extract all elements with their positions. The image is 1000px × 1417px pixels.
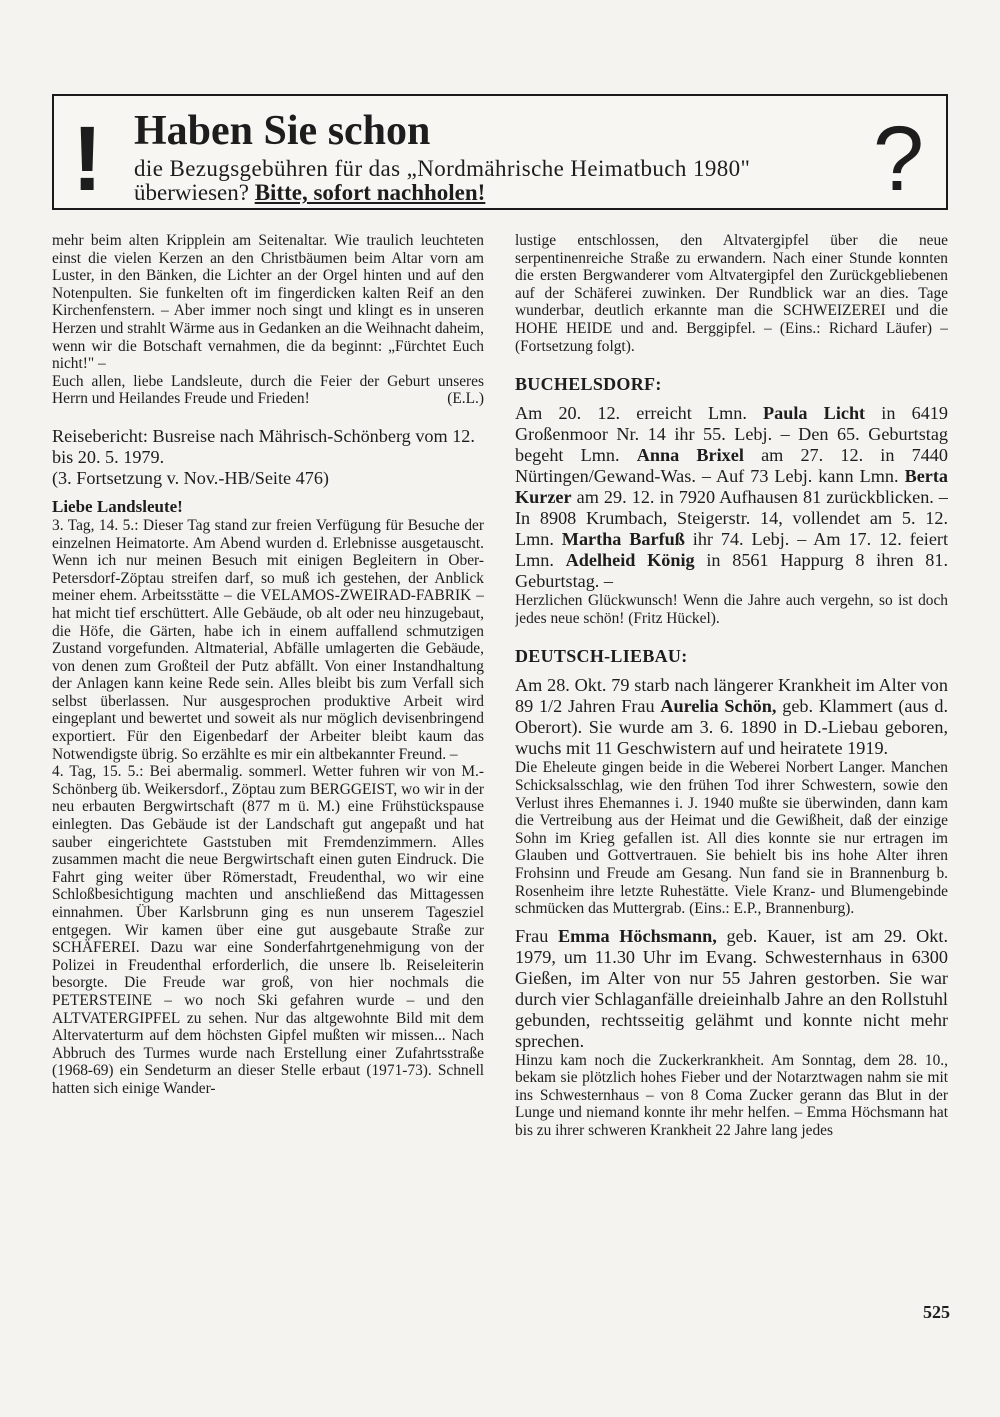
report-continuation: lustige entschlossen, den Altvatergipfel über die neue serpentinenreiche Straße zu erwandern. Nach einer Stunde konnten die ersten Bergwanderer vom Altvatergipfel den Zurückgebliebenen auf der Schäferei zuwinken. Der Rundblick war an dies. Tage wunderbar, deutlich erkannte man die SCHWEIZEREI und die HOHE HEIDE und and. Berggipfel. – (Eins.: Richard Läufer) – (Fortsetzung folgt). [515, 232, 948, 355]
text-fragment: geb. Kauer, ist am 29. Okt. 1979, um 11.30 Uhr im Evang. Schwesternhaus in 6300 Gießen, im Alter von nur 55 Jahren gestorben. Sie war durch vier Schlaganfälle dreieinhalb Jahre an den Rollstuhl gebunden, rechtsseitig gelähmt und konnte nicht mehr sprechen. [515, 925, 948, 1051]
notice-line-3-prefix: überwiesen? [134, 180, 249, 205]
text-fragment: geb. Klammert (aus d. Oberort). Sie wurde am 3. 6. 1890 in D.-Liebau geboren, wuchs mit 11 Geschwistern auf und heiratete 1919. [515, 696, 948, 759]
notice-line-3 [134, 180, 485, 206]
notice-line-2: die Bezugsgebühren für das „Nordmährische Heimatbuch 1980" [134, 156, 751, 181]
christmas-greeting [52, 373, 484, 408]
person-name: Aurelia Schön, [660, 696, 777, 717]
question-mark: ? [872, 108, 924, 210]
obituary-schoen-detail: Die Eheleute gingen beide in die Weberei Norbert Langer. Manchen Schicksalsschlag, wie den frühen Tod ihrer Schwestern, sowie den Verlust ihres Ehemannes i. J. 1940 mußte sie überwinden, dann kam die Vertreibung aus der Heimat und die Gewißheit, daß der einzige Sohn im Krieg gefallen ist. All dies konnte sie nur ertragen im Glauben und Gottvertrauen. Sie behielt bis ins hohe Alter ihren Frohsinn und Freude am Gesang. Nun fand sie in Brannenburg b. Rosenheim ihre letzte Ruhestätte. Viele Kranz- und Blumengebinde schmücken das Muttergrab. (Eins.: E.P., Brannenburg). [515, 759, 948, 918]
page-number: 525 [923, 1302, 950, 1322]
report-greeting: Liebe Landsleute! [52, 496, 183, 516]
person-name: Martha Barfuß [561, 529, 685, 550]
person-name: Adelheid König [565, 550, 695, 571]
notice-call-to-action: Bitte, sofort nachholen! [254, 180, 486, 205]
report-day-3: 3. Tag, 14. 5.: Dieser Tag stand zur freien Verfügung für Besuche der einzelnen Heimatorte. Am Abend wurden d. Erlebnisse ausgetauscht. Wenn ich nur meinen Besuch mit einigen Begleitern in Ober-Petersdorf-Zöptau streifen darf, so muß ich gestehen, der Anblick meiner ehem. Arbeitsstätte – die VELAMOS-ZWEIRAD-FABRIK – hat micht tief erschüttert. Alle Gebäude, ob alt oder neu hinzugebaut, die Höfe, die Gärten, habe ich in einem auffallend schmutzigen Zustand vorgefunden. Altmaterial, Abfälle umlagerten die Gebäude, von denen zum Großteil der Putz abfällt. Von einer Instandhaltung der Anlagen kann keine Rede sein. Alles bleibt bis zum Verfall sich selbst überlassen. Nur ausgesprochen produktive Arbeit wird eingeplant und bewertet und soweit als nur möglich devisenbringend exportiert. Für den Eigenbedarf der Arbeiter bleibt kaum das Notwendigste übrig. So erzählte es mir ein altbekannter Freund. – [52, 516, 484, 763]
text-fragment: Am 20. 12. erreicht Lmn. [515, 403, 747, 424]
text-fragment: Frau [515, 925, 549, 946]
report-day-4: 4. Tag, 15. 5.: Bei abermalig. sommerl. Wetter fuhren wir von M.-Schönberg üb. Weikersdorf., Zöptau zum BERGGEIST, wo wir in der neu erbauten Bergwirtschaft (877 m ü. M.) eine Frühstückspause einlegten. Das Gebäude ist der Landschaft gut angepaßt und hat sauber eingerichtete Gaststuben mit Fremdenzimmern. Alles zusammen macht die neue Bergwirtschaft einen guten Eindruck. Die Fahrt ging weiter über Römerstadt, Freudenthal, wo wir eine Schloßbesichtigung machten und anschließend das Mittagessen einnahmen. Über Karlsbrunn ging es nun unserem Tagesziel entgegen. Wir kamen über eine gut ausgebaute Straße zur SCHÄFEREI. Dazu war eine Sonderfahrtgenehmigung von der Polizei in Freudenthal erforderlich, die unsere lb. Reiseleiterin besorgte. Die Freude war groß, von hier nochmals die PETERSTEINE – wo noch Ski gefahren wurde – und den ALTVATERGIPFEL zu sehen. Nur das altgewohnte Bild mit dem Altervaterturm auf dem höchsten Gipfel mußten wir missen... Nach Abbruch des Turmes wurde nach Erstellung einer Zufahrtsstraße (1968-69) ein Sendeturm an dieser Stelle erbaut (1971-73). Schnell hatten sich einige Wander- [52, 763, 484, 1097]
obituary-hoechsmann-detail: Hinzu kam noch die Zuckerkrankheit. Am Sonntag, dem 28. 10., bekam sie plötzlich hohes Fieber und der Notarztwagen nahm sie mit ins Schwesternhaus – von 8 Coma Zucker gerann das Blut in der Lunge und niemand konnte ihr mehr helfen. – Emma Höchsmann hat bis zu ihrer schweren Krankheit 22 Jahre lang jedes [515, 1051, 948, 1140]
christmas-signature: (E.L.) [447, 390, 484, 408]
person-name: Emma Höchsmann, [558, 925, 717, 946]
christmas-paragraph: mehr beim alten Kripplein am Seitenaltar. Wie traulich leuchteten einst die vielen Kerzen an den Christbäumen beim Altar vorn am Luster, in den Bänken, die Lichter an der Orgel hinten und auf den Notenpulten. Sie funkelten oft im fingerdicken kalten Reif an den Kirchenfenstern. – Aber immer noch singt und klingt es in unseren Herzen und strahlt Wärme aus in Gedanken an die Weihnacht daheim, wenn wir die Botschaft vernahmen, die da beginnt: „Fürchtet Euch nicht!" – [52, 232, 484, 373]
person-name: Anna Brixel [636, 445, 744, 466]
notice-headline: Haben Sie schon [134, 108, 431, 154]
buchelsdorf-wishes: Herzlichen Glückwunsch! Wenn die Jahre auch vergehn, so ist doch jedes neue schön! (Fritz Hückel). [515, 592, 948, 627]
text-fragment: am 29. 12. in 7920 Aufhausen 81 zurückblicken. – In 8908 Krumbach, Steigerstr. 14, vollendet am 5. 12. Lmn. [515, 487, 948, 550]
report-title: Reisebericht: Busreise nach Mährisch-Schönberg vom 12. bis 20. 5. 1979. [52, 425, 475, 467]
text-fragment: in 8561 Happurg 8 ihren 81. Geburtstag. – [515, 550, 948, 592]
left-column [52, 232, 484, 1292]
buchelsdorf-birthdays [515, 403, 948, 592]
obituary-hoechsmann [515, 926, 948, 1052]
section-buchelsdorf: BUCHELSDORF: [515, 374, 662, 395]
text-fragment: in 6419 Großenmoor Nr. 14 ihr 55. Lebj. – Den 65. Geburtstag begeht Lmn. [515, 403, 948, 466]
text-fragment: Am 28. Okt. 79 starb nach längerer Krankheit im Alter von 89 1/2 Jahren Frau [515, 675, 948, 717]
report-subtitle: (3. Fortsetzung v. Nov.-HB/Seite 476) [52, 467, 329, 488]
right-column [515, 232, 948, 1292]
person-name: Paula Licht [763, 403, 866, 424]
christmas-greeting-text: Euch allen, liebe Landsleute, durch die Feier der Geburt unseres Herrn und Heilandes Freude und Frieden! [52, 372, 484, 408]
section-deutsch-liebau: DEUTSCH-LIEBAU: [515, 646, 688, 667]
obituary-schoen [515, 675, 948, 759]
person-name: Berta Kurzer [515, 466, 948, 508]
text-fragment: am 27. 12. in 7440 Nürtingen/Gewand-Was. – Auf 73 Lebj. kann Lmn. [515, 445, 948, 487]
notice-box [52, 94, 948, 210]
text-fragment: ihr 74. Lebj. – Am 17. 12. feiert Lmn. [515, 529, 948, 571]
exclamation-mark: ! [72, 108, 103, 210]
